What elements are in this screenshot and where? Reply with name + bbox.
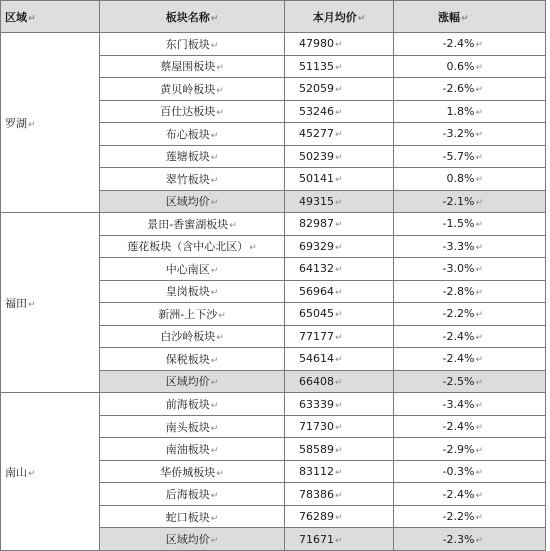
change-cell (394, 123, 546, 146)
paragraph-mark-icon: ↵ (210, 513, 219, 524)
paragraph-mark-icon: ↵ (335, 107, 343, 118)
cell-text: 47980 (299, 37, 334, 51)
paragraph-mark-icon: ↵ (335, 62, 343, 73)
cell-text: 45277 (299, 127, 334, 141)
cell-text: 莲塘板块 (165, 150, 210, 164)
cell-text: -3.3% (442, 239, 475, 253)
block-name-cell (100, 325, 285, 348)
paragraph-mark-icon: ↵ (216, 108, 224, 119)
avg-price-cell (285, 213, 394, 236)
paragraph-mark-icon: ↵ (28, 468, 36, 479)
paragraph-mark-icon: ↵ (335, 310, 343, 321)
cell-text: 白沙岭板块 (160, 330, 216, 344)
block-name-cell (100, 235, 285, 258)
table-header (1, 1, 546, 33)
change-cell (394, 213, 546, 236)
paragraph-mark-icon: ↵ (475, 242, 483, 253)
cell-text: -2.2% (442, 510, 475, 524)
cell-text: -2.1% (442, 194, 475, 208)
cell-text: 49315 (299, 194, 334, 208)
cell-text: 50239 (299, 149, 334, 163)
paragraph-mark-icon: ↵ (335, 197, 343, 208)
change-cell (394, 258, 546, 281)
change-cell (394, 280, 546, 303)
paragraph-mark-icon: ↵ (475, 400, 483, 411)
avg-price-cell (285, 348, 394, 371)
paragraph-mark-icon: ↵ (210, 536, 219, 547)
paragraph-mark-icon: ↵ (475, 197, 483, 208)
paragraph-mark-icon: ↵ (475, 175, 483, 186)
paragraph-mark-icon: ↵ (335, 332, 343, 343)
cell-text: -2.6% (442, 82, 475, 96)
paragraph-mark-icon: ↵ (216, 333, 224, 344)
cell-text: 皇岗板块 (165, 285, 210, 299)
change-cell (394, 190, 546, 213)
cell-text: 58589 (299, 442, 334, 456)
cell-text: 83112 (299, 465, 334, 479)
cell-text: 福田 (5, 296, 27, 310)
cell-text: 蛇口板块 (165, 510, 210, 524)
paragraph-mark-icon: ↵ (216, 63, 224, 74)
cell-text: 82987 (299, 217, 334, 231)
paragraph-mark-icon: ↵ (475, 513, 483, 524)
cell-text: -2.4% (442, 487, 475, 501)
paragraph-mark-icon: ↵ (218, 310, 226, 321)
paragraph-mark-icon: ↵ (475, 220, 483, 231)
change-cell (394, 33, 546, 56)
paragraph-mark-icon: ↵ (475, 423, 483, 434)
paragraph-mark-icon: ↵ (210, 401, 219, 411)
paragraph-mark-icon: ↵ (210, 198, 219, 209)
block-name-cell (100, 213, 285, 236)
cell-text: -2.4% (442, 420, 475, 434)
change-cell (394, 528, 546, 551)
cell-text: -2.3% (442, 532, 475, 546)
paragraph-mark-icon: ↵ (28, 119, 36, 130)
cell-text: 罗湖 (5, 116, 27, 130)
cell-text: 黄贝岭板块 (160, 82, 216, 96)
block-name-cell (100, 415, 285, 438)
cell-text: -2.4% (442, 37, 475, 51)
paragraph-mark-icon: ↵ (475, 468, 483, 479)
change-cell (394, 348, 546, 371)
header-block-name: 板块名称↵ (100, 1, 285, 33)
paragraph-mark-icon: ↵ (335, 40, 343, 51)
header-change: 涨幅↵ (394, 1, 546, 33)
avg-price-cell (285, 258, 394, 281)
cell-text: 76289 (299, 510, 334, 524)
cell-text: 华侨城板块 (160, 465, 216, 479)
paragraph-mark-icon: ↵ (210, 491, 219, 502)
cell-text: -2.4% (442, 329, 475, 343)
cell-text: 69329 (299, 239, 334, 253)
avg-price-cell (285, 168, 394, 191)
avg-price-cell (285, 303, 394, 326)
paragraph-mark-icon: ↵ (475, 445, 483, 456)
block-name-cell (100, 528, 285, 551)
avg-price-cell (285, 100, 394, 123)
paragraph-mark-icon: ↵ (335, 377, 343, 388)
cell-text: 54614 (299, 352, 334, 366)
avg-price-cell (285, 393, 394, 416)
table-row (1, 33, 546, 56)
change-cell (394, 78, 546, 101)
cell-text: 53246 (299, 104, 334, 118)
paragraph-mark-icon: ↵ (335, 355, 343, 366)
paragraph-mark-icon: ↵ (335, 490, 343, 501)
paragraph-mark-icon: ↵ (210, 130, 219, 141)
cell-text: -2.2% (442, 307, 475, 321)
paragraph-mark-icon: ↵ (335, 445, 343, 456)
cell-text: 南山 (5, 465, 27, 479)
block-name-cell (100, 303, 285, 326)
paragraph-mark-icon: ↵ (475, 310, 483, 321)
cell-text: -2.4% (442, 352, 475, 366)
paragraph-mark-icon: ↵ (475, 40, 483, 51)
paragraph-mark-icon: ↵ (335, 468, 343, 479)
block-name-cell (100, 483, 285, 506)
paragraph-mark-icon: ↵ (249, 243, 257, 254)
cell-text: 后海板块 (165, 488, 210, 502)
avg-price-cell (285, 528, 394, 551)
cell-text: 东门板块 (165, 37, 210, 51)
avg-price-cell (285, 190, 394, 213)
paragraph-mark-icon: ↵ (229, 220, 237, 231)
paragraph-mark-icon: ↵ (335, 513, 343, 524)
avg-price-cell (285, 483, 394, 506)
cell-text: 新洲-上下沙 (158, 307, 218, 321)
paragraph-mark-icon: ↵ (475, 107, 483, 118)
header-monthly-avg-price: 本月均价↵ (285, 1, 394, 33)
change-cell (394, 145, 546, 168)
paragraph-mark-icon: ↵ (210, 355, 219, 366)
paragraph-mark-icon: ↵ (210, 40, 219, 51)
cell-text: 南油板块 (165, 443, 210, 457)
avg-price-cell (285, 415, 394, 438)
cell-text: 52059 (299, 82, 334, 96)
paragraph-mark-icon: ↵ (335, 175, 343, 186)
cell-text: -3.4% (442, 397, 475, 411)
avg-price-cell (285, 370, 394, 393)
block-name-cell (100, 258, 285, 281)
cell-text: -1.5% (442, 217, 475, 231)
cell-text: 0.6% (446, 59, 475, 73)
avg-price-cell (285, 325, 394, 348)
cell-text: 前海板块 (165, 398, 210, 411)
paragraph-mark-icon: ↵ (475, 85, 483, 96)
paragraph-mark-icon: ↵ (475, 332, 483, 343)
table-body (1, 33, 546, 551)
block-name-cell (100, 190, 285, 213)
change-cell (394, 303, 546, 326)
change-cell (394, 168, 546, 191)
change-cell (394, 415, 546, 438)
change-cell (394, 370, 546, 393)
paragraph-mark-icon: ↵ (28, 299, 36, 310)
cell-text: -0.3% (442, 465, 475, 479)
avg-price-cell (285, 280, 394, 303)
avg-price-cell (285, 505, 394, 528)
paragraph-mark-icon: ↵ (335, 400, 343, 411)
paragraph-mark-icon: ↵ (335, 130, 343, 141)
change-cell (394, 393, 546, 416)
cell-text: -3.2% (442, 127, 475, 141)
paragraph-mark-icon: ↵ (475, 130, 483, 141)
cell-text: -2.5% (442, 374, 475, 388)
paragraph-mark-icon: ↵ (335, 535, 343, 546)
cell-text: 百仕达板块 (160, 105, 216, 119)
paragraph-mark-icon: ↵ (216, 468, 224, 479)
block-name-cell (100, 505, 285, 528)
cell-text: 中心南区 (165, 262, 210, 276)
cell-text: 64132 (299, 262, 334, 276)
paragraph-mark-icon: ↵ (475, 490, 483, 501)
paragraph-mark-icon: ↵ (210, 423, 219, 434)
change-cell (394, 438, 546, 461)
cell-text: 0.8% (446, 172, 475, 186)
paragraph-mark-icon: ↵ (210, 265, 219, 276)
cell-text: 区域均价 (165, 533, 210, 547)
header-row (1, 1, 546, 33)
block-name-cell (100, 280, 285, 303)
block-name-cell (100, 100, 285, 123)
cell-text: -3.0% (442, 262, 475, 276)
cell-text: 景田-香蜜湖板块 (147, 217, 229, 231)
block-name-cell (100, 33, 285, 56)
cell-text: 78386 (299, 487, 334, 501)
paragraph-mark-icon: ↵ (475, 355, 483, 366)
cell-text: 保税板块 (165, 352, 210, 366)
paragraph-mark-icon: ↵ (335, 242, 343, 253)
cell-text: 区域均价 (165, 195, 210, 209)
block-name-cell (100, 55, 285, 78)
cell-text: 1.8% (446, 104, 475, 118)
paragraph-mark-icon: ↵ (210, 153, 219, 164)
cell-text: 区域均价 (165, 375, 210, 389)
block-name-cell (100, 393, 285, 416)
cell-text: -2.8% (442, 284, 475, 298)
change-cell (394, 483, 546, 506)
avg-price-cell (285, 438, 394, 461)
cell-text: 布心板块 (165, 127, 210, 141)
paragraph-mark-icon: ↵ (335, 265, 343, 276)
region-cell (1, 213, 100, 393)
cell-text: 莲花板块（含中心北区） (127, 240, 249, 254)
paragraph-mark-icon: ↵ (475, 152, 483, 163)
paragraph-mark-icon: ↵ (210, 446, 219, 457)
cell-text: 71671 (299, 532, 334, 546)
cell-text: -5.7% (442, 149, 475, 163)
header-region: 区域↵ (1, 1, 100, 33)
block-name-cell (100, 460, 285, 483)
avg-price-cell (285, 145, 394, 168)
block-name-cell (100, 123, 285, 146)
block-name-cell (100, 78, 285, 101)
avg-price-cell (285, 123, 394, 146)
cell-text: 71730 (299, 420, 334, 434)
paragraph-mark-icon: ↵ (475, 265, 483, 276)
block-name-cell (100, 145, 285, 168)
avg-price-cell (285, 460, 394, 483)
cell-text: 翠竹板块 (165, 172, 210, 186)
paragraph-mark-icon: ↵ (475, 535, 483, 546)
paragraph-mark-icon: ↵ (216, 85, 224, 96)
paragraph-mark-icon: ↵ (475, 62, 483, 73)
cell-text: 51135 (299, 59, 334, 73)
avg-price-cell (285, 33, 394, 56)
paragraph-mark-icon: ↵ (210, 378, 219, 389)
table-row (1, 393, 546, 416)
change-cell (394, 505, 546, 528)
paragraph-mark-icon: ↵ (335, 287, 343, 298)
cell-text: 65045 (299, 307, 334, 321)
paragraph-mark-icon: ↵ (335, 220, 343, 231)
cell-text: 南头板块 (165, 420, 210, 434)
change-cell (394, 55, 546, 78)
change-cell (394, 235, 546, 258)
block-name-cell (100, 168, 285, 191)
paragraph-mark-icon: ↵ (335, 85, 343, 96)
cell-text: 63339 (299, 397, 334, 411)
avg-price-cell (285, 78, 394, 101)
paragraph-mark-icon: ↵ (475, 377, 483, 388)
cell-text: -2.9% (442, 442, 475, 456)
change-cell (394, 460, 546, 483)
paragraph-mark-icon: ↵ (210, 288, 219, 299)
change-cell (394, 100, 546, 123)
block-name-cell (100, 370, 285, 393)
avg-price-cell (285, 235, 394, 258)
cell-text: 蔡屋围板块 (160, 60, 216, 74)
region-cell (1, 393, 100, 551)
cell-text: 50141 (299, 172, 334, 186)
table-row (1, 213, 546, 236)
region-cell (1, 33, 100, 213)
paragraph-mark-icon: ↵ (335, 152, 343, 163)
change-cell (394, 325, 546, 348)
cell-text: 56964 (299, 284, 334, 298)
avg-price-cell (285, 55, 394, 78)
paragraph-mark-icon: ↵ (335, 423, 343, 434)
paragraph-mark-icon: ↵ (475, 287, 483, 298)
cell-text: 66408 (299, 374, 334, 388)
block-name-cell (100, 348, 285, 371)
paragraph-mark-icon: ↵ (210, 175, 219, 186)
cell-text: 77177 (299, 329, 334, 343)
block-name-cell (100, 438, 285, 461)
